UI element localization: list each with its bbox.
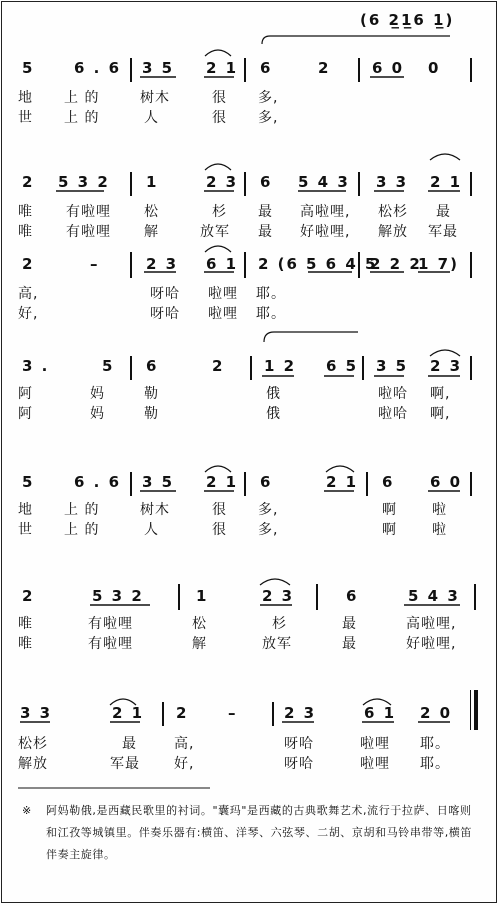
note: 3 5 — [376, 357, 409, 375]
lyric: 啊 — [382, 502, 397, 518]
lyric: 树木 — [140, 502, 170, 518]
lyric: 有啦哩 — [66, 204, 111, 220]
note: 1 — [146, 173, 159, 191]
barline — [250, 356, 252, 380]
note: 2 — [22, 587, 35, 605]
note: 2 — [22, 255, 35, 273]
note: 5 6 4 5 — [306, 255, 378, 273]
lyric: 啦哩 — [360, 736, 390, 752]
note: 6 — [260, 59, 273, 77]
lyric: 耶。 — [256, 286, 286, 302]
lyric: 很 — [212, 522, 227, 538]
barline — [470, 356, 472, 380]
lyric: 啦哩 — [360, 756, 390, 772]
lyric: 俄 — [266, 386, 281, 402]
barline — [362, 356, 364, 380]
lyric: 杉 — [212, 204, 227, 220]
note: 5 3 2 — [58, 173, 110, 191]
lyric: 啦哈 — [378, 386, 408, 402]
lyric: 松杉 — [378, 204, 408, 220]
lyric: 呀哈 — [284, 736, 314, 752]
note: 6 0 — [430, 473, 463, 491]
note: 5 — [102, 357, 115, 375]
barline — [244, 252, 246, 278]
lyric: 高啦哩, — [406, 616, 457, 632]
lyric: 上 的 — [64, 522, 100, 538]
final-barline-thick — [474, 690, 478, 730]
lyric: 好, — [174, 756, 195, 772]
lyric: 解放 — [18, 756, 48, 772]
note: 6 — [346, 587, 359, 605]
lyric: 最 — [122, 736, 137, 752]
note: 2 3 — [206, 173, 239, 191]
barline — [244, 172, 246, 196]
note: 6 — [260, 173, 273, 191]
lyric: 很 — [212, 110, 227, 126]
lyric: 松 — [144, 204, 159, 220]
lyric: 勒 — [144, 406, 159, 422]
lyric: 啦哩 — [208, 286, 238, 302]
note: 1 7) — [418, 255, 459, 273]
lyric: 人 — [144, 110, 159, 126]
lyric: 人 — [144, 522, 159, 538]
lyric: 上 的 — [64, 90, 100, 106]
lyric: 杉 — [272, 616, 287, 632]
note: 6 5 — [326, 357, 359, 375]
barline — [470, 172, 472, 196]
lyric: 唯 — [18, 224, 33, 240]
top-bracket: (6 2̲1̲6 1̲) — [360, 11, 455, 29]
lyric: 解 — [192, 636, 207, 652]
note: 5 — [22, 473, 35, 491]
lyric: 好, — [18, 306, 39, 322]
lyric: 放军 — [200, 224, 230, 240]
note: 5 4 3 — [298, 173, 350, 191]
lyric: 高, — [18, 286, 39, 302]
lyric: 耶。 — [420, 756, 450, 772]
lyric: 世 — [18, 522, 33, 538]
lyric: 啊, — [430, 406, 451, 422]
lyric: 啦 — [432, 502, 447, 518]
lyric: 有啦哩 — [66, 224, 111, 240]
barline — [130, 472, 132, 496]
lyric: 最 — [436, 204, 451, 220]
note: 6 1 — [206, 255, 239, 273]
lyric: 放军 — [262, 636, 292, 652]
note: 3 5 — [142, 59, 175, 77]
lyric: 松 — [192, 616, 207, 632]
barline — [244, 58, 246, 82]
lyric: 最 — [258, 204, 273, 220]
note: 1 2 — [264, 357, 297, 375]
lyric: 好啦哩, — [406, 636, 457, 652]
barline — [178, 584, 180, 610]
lyric: 有啦哩 — [88, 636, 133, 652]
note: 6 0 — [372, 59, 405, 77]
lyric: 松杉 — [18, 736, 48, 752]
barline — [130, 58, 132, 82]
footnote — [22, 800, 472, 866]
note: 3 5 — [142, 473, 175, 491]
lyric: 呀哈 — [150, 306, 180, 322]
footnote-mark: ※ — [22, 804, 32, 817]
lyric: 有啦哩 — [88, 616, 133, 632]
lyric: 多, — [258, 502, 279, 518]
note: 6 — [382, 473, 395, 491]
lyric: 世 — [18, 110, 33, 126]
lyric: 阿 — [18, 406, 33, 422]
note: 2 (6 — [258, 255, 299, 273]
lyric: 唯 — [18, 204, 33, 220]
lyric: 最 — [342, 636, 357, 652]
note: 2 — [22, 173, 35, 191]
lyric: 上 的 — [64, 110, 100, 126]
lyric: 好啦哩, — [300, 224, 351, 240]
lyric: 呀哈 — [284, 756, 314, 772]
barline — [244, 472, 246, 496]
lyric: 最 — [258, 224, 273, 240]
barline — [130, 172, 132, 196]
lyric: 耶。 — [256, 306, 286, 322]
barline — [470, 252, 472, 278]
note: 5 4 3 — [408, 587, 460, 605]
lyric: 妈 — [90, 406, 105, 422]
note: 2 3 — [284, 704, 317, 722]
lyric: 啦哈 — [378, 406, 408, 422]
lyric: 军最 — [110, 756, 140, 772]
note: 2 3 — [146, 255, 179, 273]
lyric: 高啦哩, — [300, 204, 351, 220]
lyric: 多, — [258, 110, 279, 126]
note: 5 — [22, 59, 35, 77]
lyric: 解放 — [378, 224, 408, 240]
lyric: 多, — [258, 522, 279, 538]
note: 3 3 — [376, 173, 409, 191]
barline — [474, 584, 476, 610]
note: 2 0 — [420, 704, 453, 722]
lyric: 解 — [144, 224, 159, 240]
lyric: 军最 — [428, 224, 458, 240]
note: 2 1 — [326, 473, 359, 491]
lyric: 啦 — [432, 522, 447, 538]
note: 2 — [176, 704, 189, 722]
lyric: 上 的 — [64, 502, 100, 518]
barline — [130, 356, 132, 380]
lyric: 多, — [258, 90, 279, 106]
note: 6 — [146, 357, 159, 375]
barline — [358, 172, 360, 196]
note: 2 3 — [430, 357, 463, 375]
lyric: 唯 — [18, 636, 33, 652]
lyric: 地 — [18, 502, 33, 518]
note: 2 2 2 — [370, 255, 422, 273]
lyric: 耶。 — [420, 736, 450, 752]
lyric: 俄 — [266, 406, 281, 422]
note: 6 . 6 — [74, 59, 122, 77]
barline — [470, 58, 472, 82]
lyric: 阿 — [18, 386, 33, 402]
barline — [358, 58, 360, 82]
lyric: 啊 — [382, 522, 397, 538]
lyric: 最 — [342, 616, 357, 632]
note: 0 — [428, 59, 441, 77]
note: 2 1 — [430, 173, 463, 191]
footnote-text: 阿妈勒俄,是西藏民歌里的衬词。"囊玛"是西藏的古典歌舞艺术,流行于拉萨、日喀则和江孜等城镇里。伴奏乐器有:横笛、洋琴、六弦琴、二胡、京胡和马铃串带等,横笛伴奏主旋律。 — [46, 804, 472, 861]
lyric: 很 — [212, 90, 227, 106]
note: 2 1 — [206, 59, 239, 77]
note: 6 — [260, 473, 273, 491]
note: 5 3 2 — [92, 587, 144, 605]
lyric: 啦哩 — [208, 306, 238, 322]
lyric: 地 — [18, 90, 33, 106]
note: 3 3 — [20, 704, 53, 722]
barline — [130, 252, 132, 278]
note: 2 — [212, 357, 225, 375]
note: 2 3 — [262, 587, 295, 605]
lyric: 勒 — [144, 386, 159, 402]
lyric: 唯 — [18, 616, 33, 632]
barline — [470, 472, 472, 496]
note: 2 — [318, 59, 331, 77]
note: 6 1 — [364, 704, 397, 722]
lyric: 树木 — [140, 90, 170, 106]
note: – — [228, 704, 238, 722]
barline — [162, 702, 164, 726]
note: 2 1 — [206, 473, 239, 491]
barline — [272, 702, 274, 726]
lyric: 高, — [174, 736, 195, 752]
barline — [316, 584, 318, 610]
final-barline-thin — [470, 690, 471, 730]
barline — [366, 472, 368, 496]
lyric: 很 — [212, 502, 227, 518]
note: 3 . — [22, 357, 50, 375]
note: 1 — [196, 587, 209, 605]
note: 6 . 6 — [74, 473, 122, 491]
note: – — [90, 255, 100, 273]
note: 2 1 — [112, 704, 145, 722]
lyric: 妈 — [90, 386, 105, 402]
lyric: 啊, — [430, 386, 451, 402]
lyric: 呀哈 — [150, 286, 180, 302]
